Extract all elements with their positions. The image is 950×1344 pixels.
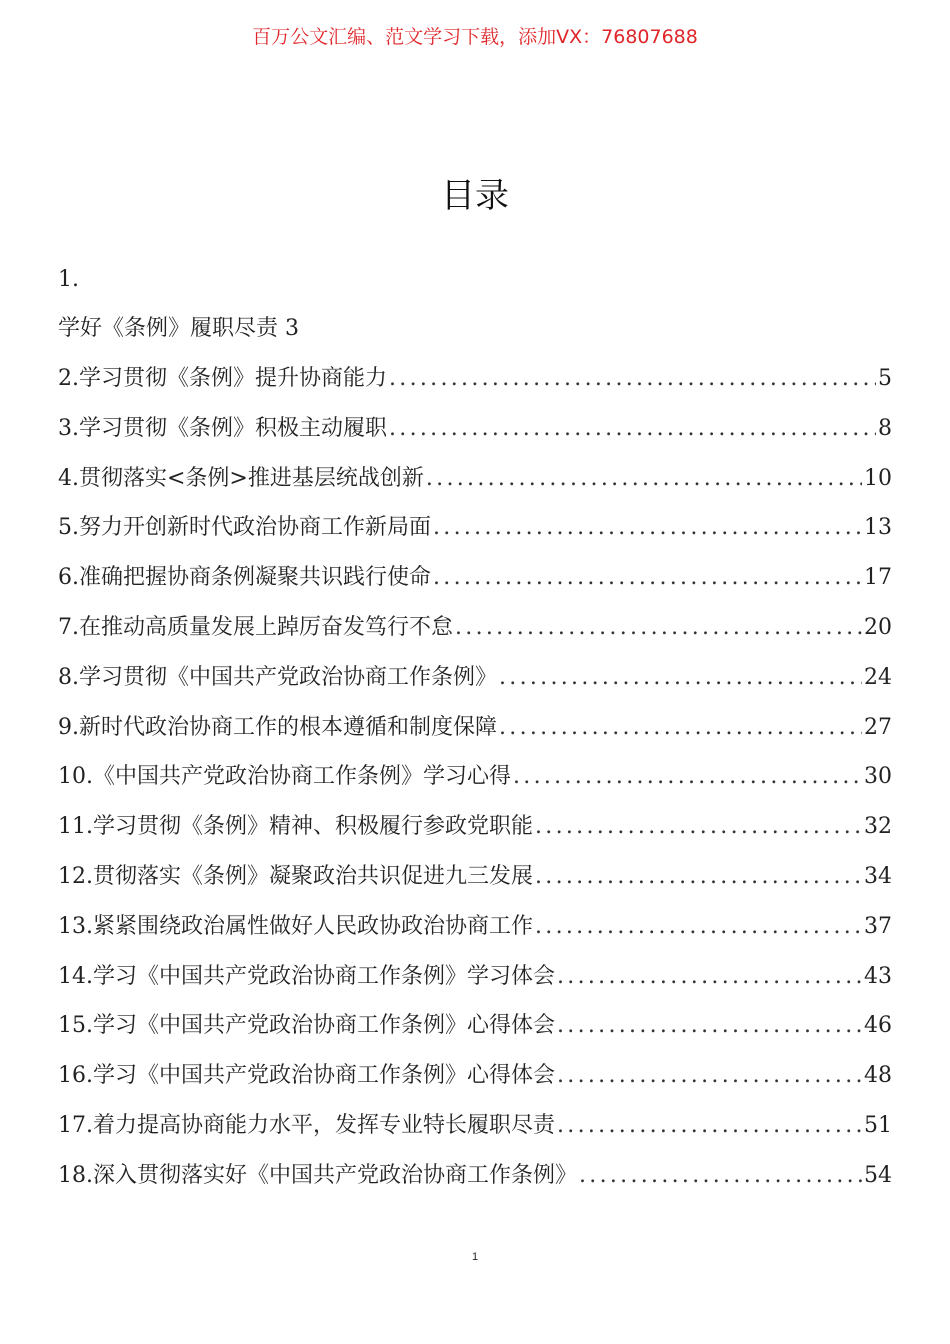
toc-entry[interactable] [58,1061,892,1111]
watermark-banner: 百万公文汇编、范文学习下载，添加VX：76807688 [252,26,698,48]
dot-leader [535,912,862,942]
toc-entry[interactable] [58,1011,892,1061]
dot-leader [433,563,862,593]
table-of-contents [58,364,892,1211]
toc-entry[interactable] [58,812,892,862]
toc-entry[interactable] [58,912,892,962]
dot-leader [535,812,862,842]
dot-leader [535,862,862,892]
toc-entry-page: 51 [864,1112,892,1138]
toc-entry[interactable] [58,663,892,713]
toc-entry[interactable] [58,1161,892,1211]
toc-entry[interactable] [58,962,892,1012]
toc-entry-title: 6.准确把握协商条例凝聚共识践行使命 [58,565,431,591]
toc-entry-title: 15.学习《中国共产党政治协商工作条例》心得体会 [58,1013,555,1039]
toc-entry-title: 7.在推动高质量发展上踔厉奋发笃行不怠 [58,614,453,640]
toc-entry-title: 3.学习贯彻《条例》积极主动履职 [58,415,387,441]
dot-leader [389,414,876,444]
toc-entry[interactable] [58,713,892,763]
dot-leader [455,613,862,643]
dot-leader [433,513,862,543]
toc-entry-title: 4.贯彻落实<条例>推进基层统战创新 [58,465,424,491]
dot-leader [557,962,862,992]
dot-leader [557,1011,862,1041]
dot-leader [513,762,862,792]
toc-entry[interactable] [58,1111,892,1161]
dot-leader [389,364,876,394]
page-title: 目录 [441,176,509,216]
toc-entry[interactable] [58,762,892,812]
toc-entry-title: 17.着力提高协商能力水平，发挥专业特长履职尽责 [58,1112,555,1138]
toc-entry-title: 11.学习贯彻《条例》精神、积极履行参政党职能 [58,814,533,840]
toc-entry[interactable] [58,464,892,514]
toc-entry-page: 43 [864,963,892,989]
toc-entry-page: 17 [864,565,892,591]
toc-entry-page: 20 [864,614,892,640]
toc-entry-title: 18.深入贯彻落实好《中国共产党政治协商工作条例》 [58,1162,577,1188]
toc-entry-title: 14.学习《中国共产党政治协商工作条例》学习体会 [58,963,555,989]
toc-entry-title: 2.学习贯彻《条例》提升协商能力 [58,366,387,391]
toc-entry[interactable] [58,563,892,613]
toc-entry-title: 13.紧紧围绕政治属性做好人民政协政治协商工作 [58,913,533,939]
toc-entry-page: 13 [864,515,892,541]
toc-entry-page: 10 [864,465,892,491]
toc-entry-title: 12.贯彻落实《条例》凝聚政治共识促进九三发展 [58,863,533,889]
dot-leader [426,464,862,494]
toc-entry-title: 10.《中国共产党政治协商工作条例》学习心得 [58,764,511,790]
toc-entry-page: 30 [864,764,892,790]
toc-entry-title: 9.新时代政治协商工作的根本遵循和制度保障 [58,714,497,740]
toc-entry-page: 34 [864,863,892,889]
dot-leader [499,663,862,693]
toc-entry-1-number: 1. [58,267,79,292]
toc-entry[interactable] [58,613,892,663]
toc-entry[interactable] [58,513,892,563]
dot-leader [499,713,862,743]
toc-entry[interactable] [58,364,892,414]
toc-entry-page: 24 [864,664,892,690]
toc-entry[interactable] [58,862,892,912]
toc-entry-page: 54 [864,1162,892,1188]
dot-leader [557,1061,862,1091]
toc-entry-page: 32 [864,814,892,840]
toc-entry-page: 48 [864,1063,892,1089]
toc-entry-title: 5.努力开创新时代政治协商工作新局面 [58,515,431,541]
toc-entry-page: 37 [864,913,892,939]
page-number: 1 [471,1251,479,1263]
toc-entry-page: 8 [878,415,892,441]
dot-leader [557,1111,862,1141]
toc-entry[interactable] [58,414,892,464]
toc-entry-title: 8.学习贯彻《中国共产党政治协商工作条例》 [58,664,497,690]
dot-leader [579,1161,862,1191]
toc-entry-page: 46 [864,1013,892,1039]
toc-entry-title: 16.学习《中国共产党政治协商工作条例》心得体会 [58,1063,555,1089]
toc-entry-page: 27 [864,714,892,740]
toc-entry-page: 5 [878,366,892,391]
toc-entry-1-text[interactable]: 学好《条例》履职尽责 3 [58,316,299,341]
